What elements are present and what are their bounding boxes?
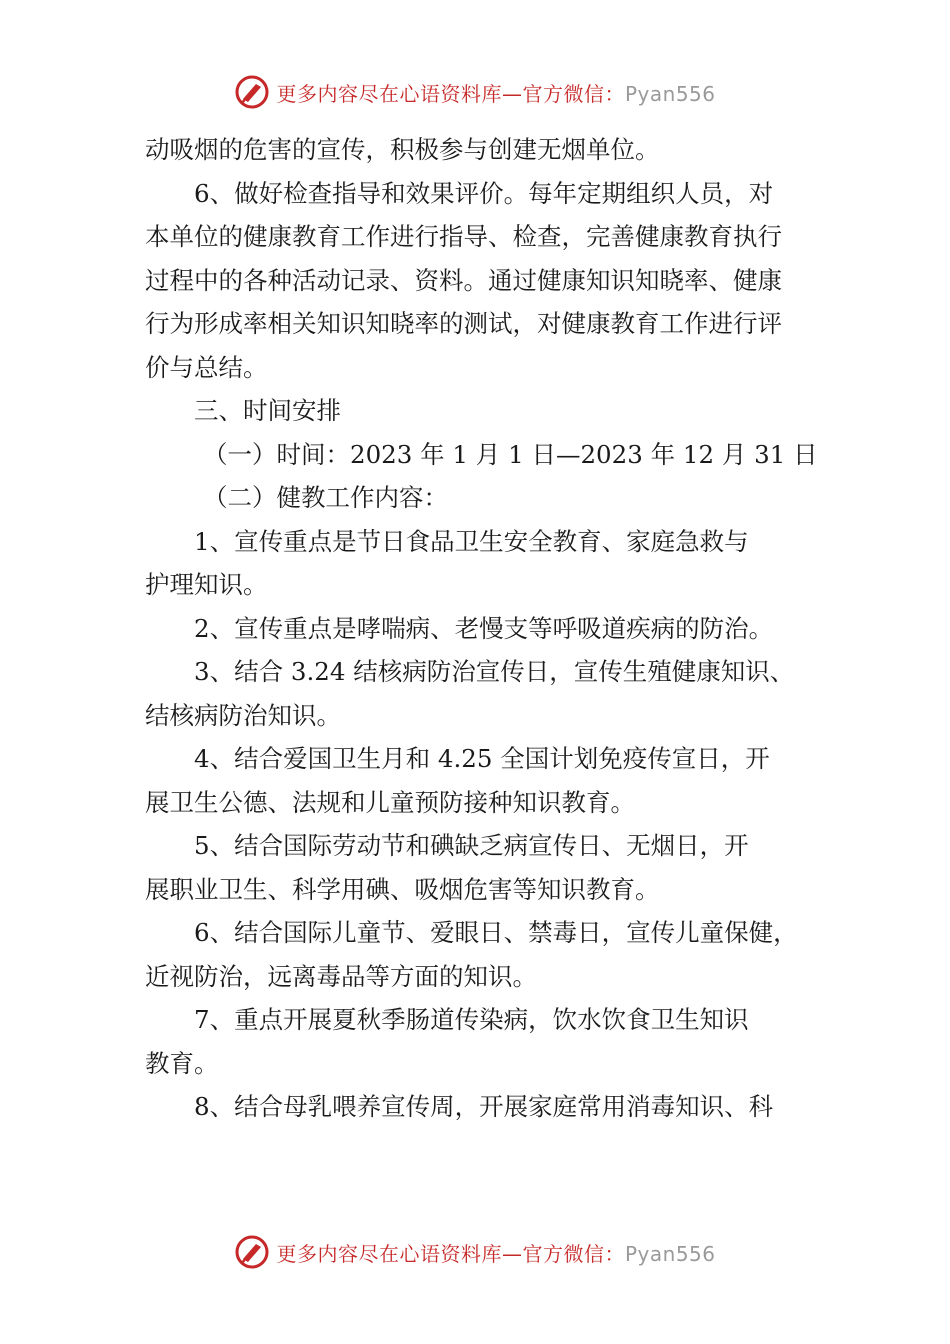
document-body — [145, 128, 818, 1129]
watermark-footer — [0, 1230, 950, 1274]
text-line: 4、结合爱国卫生月和 4.25 全国计划免疫传宣日，开 — [194, 744, 770, 773]
pen-nib-logo-icon — [234, 74, 270, 110]
text-line: 6、做好检查指导和效果评价。每年定期组织人员，对 — [194, 178, 774, 208]
text-line: 7、重点开展夏秋季肠道传染病，饮水饮食卫生知识 — [194, 1005, 749, 1034]
text-line: （二）健教工作内容： — [203, 483, 448, 512]
watermark-id: Pyan556 — [624, 1241, 716, 1266]
text-line: 近视防治，远离毒品等方面的知识。 — [145, 961, 537, 991]
text-line: 5、结合国际劳动节和碘缺乏病宣传日、无烟日，开 — [194, 831, 749, 860]
text-line: 过程中的各种活动记录、资料。通过健康知识知晓率、健康 — [145, 265, 782, 295]
text-line: 8、结合母乳喂养宣传周，开展家庭常用消毒知识、科 — [194, 1092, 774, 1121]
text-line: 展卫生公德、法规和儿童预防接种知识教育。 — [145, 787, 635, 817]
pen-nib-logo-icon — [234, 1234, 270, 1270]
section-heading: 三、时间安排 — [194, 396, 341, 425]
text-line: 动吸烟的危害的宣传，积极参与创建无烟单位。 — [145, 135, 660, 164]
text-line: 本单位的健康教育工作进行指导、检查，完善健康教育执行 — [145, 222, 782, 251]
watermark-text: 更多内容尽在心语资料库—官方微信： — [276, 1241, 625, 1266]
text-line: 价与总结。 — [145, 352, 268, 382]
text-line: （一）时间：2023 年 1 月 1 日—2023 年 12 月 31 日 — [203, 439, 818, 469]
text-line: 展职业卫生、科学用碘、吸烟危害等知识教育。 — [145, 874, 660, 904]
text-line: 3、结合 3.24 结核病防治宣传日，宣传生殖健康知识、 — [194, 657, 795, 686]
watermark-id: Pyan556 — [624, 81, 716, 106]
text-line: 护理知识。 — [145, 570, 268, 599]
text-line: 2、宣传重点是哮喘病、老慢支等呼吸道疾病的防治。 — [194, 613, 774, 643]
text-line: 教育。 — [145, 1048, 219, 1078]
text-line: 1、宣传重点是节日食品卫生安全教育、家庭急救与 — [194, 526, 749, 556]
text-line: 6、结合国际儿童节、爱眼日、禁毒日，宣传儿童保健， — [194, 918, 798, 947]
watermark-text: 更多内容尽在心语资料库—官方微信： — [276, 81, 625, 106]
text-line: 行为形成率相关知识知晓率的测试，对健康教育工作进行评 — [145, 309, 782, 338]
watermark-header — [0, 70, 950, 114]
text-line: 结核病防治知识。 — [145, 700, 341, 730]
